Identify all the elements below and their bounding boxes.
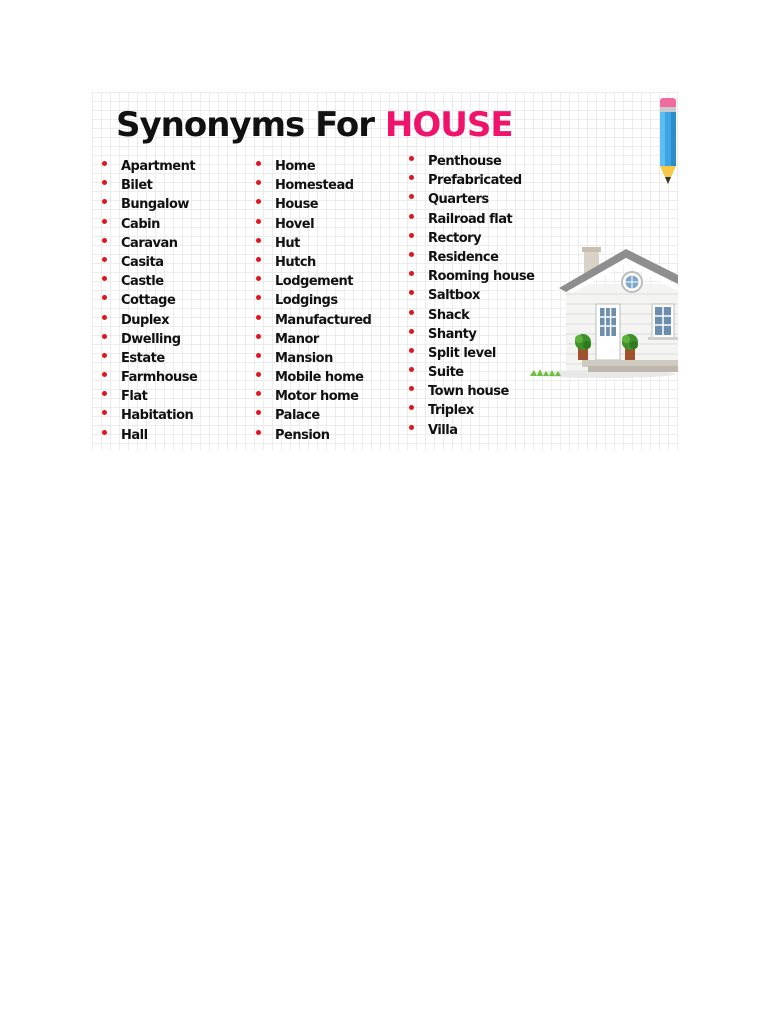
synonym-item [409, 190, 534, 209]
bullet-icon [256, 353, 261, 358]
synonym-label: Villa [428, 422, 458, 438]
title-prefix: Synonyms For [116, 105, 385, 145]
synonym-list-column-1 [102, 157, 197, 445]
bullet-icon [256, 334, 261, 339]
synonym-item [409, 152, 534, 171]
bullet-icon [409, 425, 414, 430]
bullet-icon [102, 315, 107, 320]
synonym-label: Dwelling [121, 331, 181, 347]
synonym-item [102, 291, 197, 310]
synonym-item [256, 176, 371, 195]
bullet-icon [102, 180, 107, 185]
synonym-item [409, 421, 534, 440]
synonym-item [409, 382, 534, 401]
synonym-label: Hovel [275, 216, 315, 232]
synonym-label: Bungalow [121, 197, 189, 213]
bullet-icon [256, 161, 261, 166]
bullet-icon [409, 271, 414, 276]
synonym-label: Habitation [121, 408, 194, 424]
bullet-icon [102, 295, 107, 300]
synonym-item [102, 234, 197, 253]
synonym-item [102, 195, 197, 214]
synonym-label: Home [275, 159, 316, 174]
bullet-icon [409, 405, 414, 410]
synonym-item [256, 253, 371, 272]
synonym-label: Shack [428, 307, 470, 323]
bullet-icon [102, 219, 107, 224]
synonym-item [409, 171, 534, 190]
bullet-icon [256, 219, 261, 224]
bullet-icon [256, 391, 261, 396]
bullet-icon [256, 372, 261, 377]
synonym-label: House [275, 197, 319, 213]
synonym-label: Rooming house [428, 269, 535, 285]
synonym-label: Apartment [121, 159, 196, 174]
synonym-item [102, 406, 197, 425]
synonym-label: Split level [428, 345, 496, 361]
bullet-icon [256, 410, 261, 415]
synonym-item [256, 272, 371, 291]
bullet-icon [102, 430, 107, 435]
synonym-item [256, 291, 371, 310]
synonym-label: Palace [275, 408, 320, 424]
bullet-icon [256, 180, 261, 185]
synonym-label: Shanty [428, 326, 477, 342]
bullet-icon [256, 238, 261, 243]
synonym-item [256, 195, 371, 214]
synonym-item [256, 387, 371, 406]
synonym-item [102, 368, 197, 387]
bullet-icon [102, 161, 107, 166]
pencil-icon [658, 98, 678, 188]
synonym-label: Cabin [121, 216, 160, 232]
synonym-label: Flat [121, 389, 148, 405]
bullet-icon [409, 348, 414, 353]
bullet-icon [102, 334, 107, 339]
synonym-label: Mobile home [275, 370, 364, 386]
bullet-icon [409, 233, 414, 238]
bullet-icon [102, 410, 107, 415]
synonym-item [409, 325, 534, 344]
synonym-item [102, 349, 197, 368]
bullet-icon [102, 353, 107, 358]
bullet-icon [102, 199, 107, 204]
bullet-icon [409, 156, 414, 161]
title-highlight: HOUSE [384, 105, 513, 145]
synonym-label: Town house [428, 384, 509, 400]
synonym-label: Lodgings [275, 293, 338, 309]
synonym-label: Cottage [121, 293, 176, 309]
synonym-label: Caravan [121, 235, 178, 251]
synonym-item [409, 344, 534, 363]
page-title [116, 99, 513, 151]
bullet-icon [102, 391, 107, 396]
synonym-item [409, 229, 534, 248]
synonym-item [409, 248, 534, 267]
synonym-item [256, 234, 371, 253]
bullet-icon [256, 430, 261, 435]
synonym-label: Castle [121, 274, 164, 290]
bullet-icon [409, 194, 414, 199]
synonym-label: Homestead [275, 178, 354, 194]
synonym-list-column-2 [256, 157, 371, 445]
synonym-item [102, 157, 197, 176]
synonym-label: Duplex [121, 312, 170, 328]
synonym-label: Triplex [428, 403, 474, 419]
bullet-icon [102, 372, 107, 377]
bullet-icon [409, 386, 414, 391]
synonym-list-column-3 [409, 152, 534, 440]
bullet-icon [409, 367, 414, 372]
synonym-item [102, 426, 197, 445]
synonym-label: Casita [121, 254, 164, 270]
synonym-item [256, 311, 371, 330]
synonym-item [102, 272, 197, 291]
synonym-item [102, 387, 197, 406]
bullet-icon [256, 257, 261, 262]
synonym-label: Manufactured [275, 312, 372, 328]
synonym-label: Saltbox [428, 288, 480, 304]
synonym-item [256, 349, 371, 368]
synonym-label: Penthouse [428, 154, 502, 169]
synonym-item [102, 330, 197, 349]
bullet-icon [102, 257, 107, 262]
synonym-item [409, 306, 534, 325]
synonym-label: Prefabricated [428, 173, 522, 189]
synonym-label: Mansion [275, 350, 333, 366]
bullet-icon [256, 315, 261, 320]
synonym-item [256, 157, 371, 176]
synonym-label: Quarters [428, 192, 489, 208]
synonym-label: Hutch [275, 254, 316, 270]
synonym-label: Manor [275, 331, 319, 347]
synonyms-card [92, 92, 678, 450]
synonym-item [102, 176, 197, 195]
synonym-label: Railroad flat [428, 211, 513, 227]
bullet-icon [256, 276, 261, 281]
synonym-label: Motor home [275, 389, 359, 405]
synonym-item [102, 215, 197, 234]
synonym-item [256, 406, 371, 425]
synonym-label: Pension [275, 427, 330, 443]
bullet-icon [409, 290, 414, 295]
bullet-icon [102, 238, 107, 243]
bullet-icon [409, 214, 414, 219]
bullet-icon [409, 310, 414, 315]
bullet-icon [409, 252, 414, 257]
synonym-item [409, 363, 534, 382]
synonym-item [409, 401, 534, 420]
synonym-item [256, 330, 371, 349]
synonym-item [409, 286, 534, 305]
synonym-item [102, 311, 197, 330]
synonym-label: Hall [121, 427, 148, 443]
house-illustration [526, 242, 678, 384]
synonym-label: Residence [428, 249, 499, 265]
synonym-label: Farmhouse [121, 370, 198, 386]
synonym-label: Estate [121, 350, 165, 366]
bullet-icon [256, 199, 261, 204]
bullet-icon [256, 295, 261, 300]
synonym-label: Bilet [121, 178, 153, 194]
synonym-item [256, 368, 371, 387]
synonym-item [256, 426, 371, 445]
synonym-label: Rectory [428, 230, 482, 246]
synonym-item [256, 215, 371, 234]
bullet-icon [409, 175, 414, 180]
synonym-item [409, 210, 534, 229]
synonym-label: Suite [428, 365, 464, 381]
bullet-icon [409, 329, 414, 334]
synonym-item [409, 267, 534, 286]
bullet-icon [102, 276, 107, 281]
synonym-label: Hut [275, 235, 300, 251]
synonym-item [102, 253, 197, 272]
synonym-label: Lodgement [275, 274, 353, 290]
